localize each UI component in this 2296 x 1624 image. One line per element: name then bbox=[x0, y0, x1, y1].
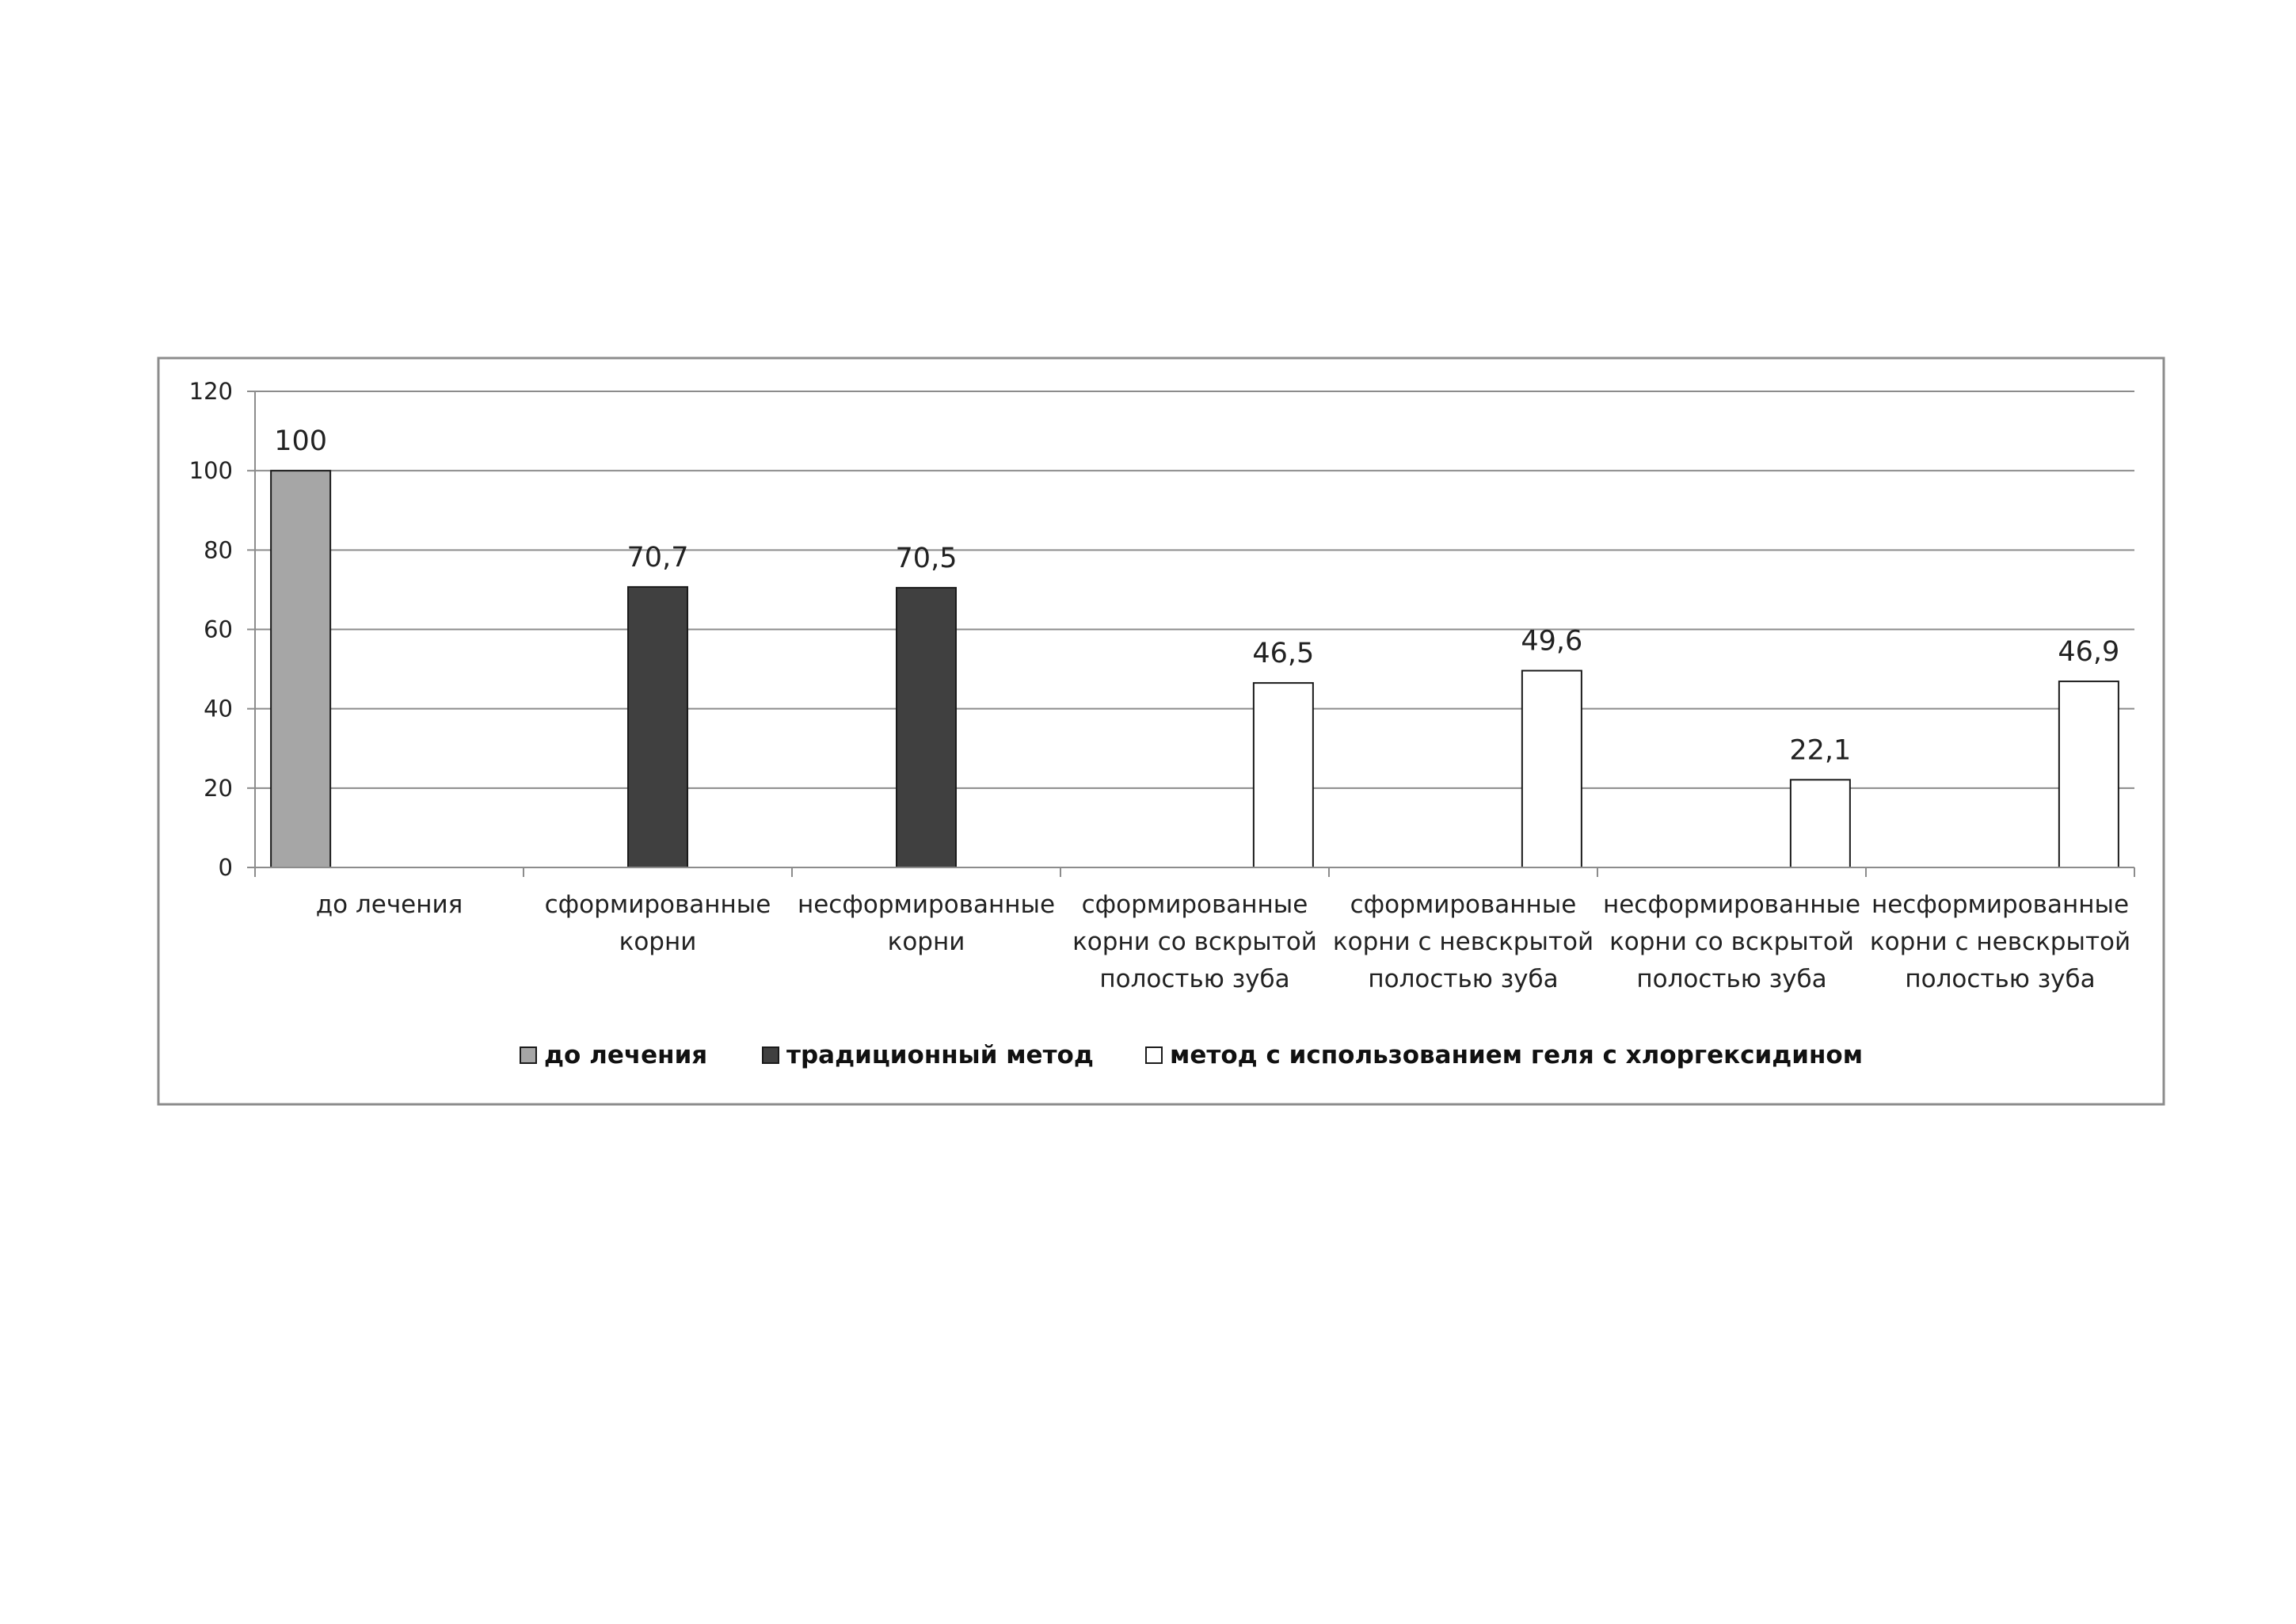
bar bbox=[2059, 681, 2119, 867]
y-tick-label: 40 bbox=[204, 695, 233, 722]
bar bbox=[1254, 683, 1313, 867]
x-category-label: несформированные корни со вскрытой полостью зуба bbox=[1602, 890, 1861, 993]
bar bbox=[628, 587, 687, 867]
y-tick-label: 60 bbox=[204, 616, 233, 643]
y-tick-label: 0 bbox=[218, 854, 233, 881]
x-category-label: несформированные корни с невскрытой полостью зуба bbox=[1869, 890, 2131, 993]
legend-swatch bbox=[520, 1047, 536, 1063]
legend-label: метод с использованием геля с хлоргексидином bbox=[1170, 1041, 1864, 1069]
data-label: 46,9 bbox=[2058, 636, 2120, 669]
y-tick-label: 120 bbox=[188, 378, 233, 405]
data-label: 100 bbox=[274, 425, 328, 458]
y-tick-label: 80 bbox=[204, 536, 233, 564]
legend-label: до лечения bbox=[544, 1041, 708, 1069]
x-category-label: до лечения bbox=[315, 890, 463, 919]
bar bbox=[271, 471, 330, 867]
y-tick-label: 20 bbox=[204, 774, 233, 802]
y-tick-label: 100 bbox=[188, 457, 233, 485]
x-category-label: сформированные корни со вскрытой полостью зуба bbox=[1072, 890, 1317, 993]
data-label: 49,6 bbox=[1521, 625, 1583, 658]
data-label: 70,7 bbox=[626, 541, 689, 574]
legend-swatch bbox=[763, 1047, 779, 1063]
bar bbox=[1522, 671, 1582, 867]
data-label: 46,5 bbox=[1252, 638, 1315, 670]
x-category-label: несформированные корни bbox=[797, 890, 1056, 956]
x-category-label: сформированные корни bbox=[544, 890, 771, 956]
data-label: 70,5 bbox=[895, 542, 958, 574]
x-category-label: сформированные корни с невскрытой полостью зуба bbox=[1332, 890, 1594, 993]
data-label: 22,1 bbox=[1789, 734, 1852, 767]
bar bbox=[1791, 780, 1850, 867]
legend-swatch bbox=[1146, 1047, 1162, 1063]
bar bbox=[897, 588, 956, 867]
legend-label: традиционный метод bbox=[786, 1041, 1094, 1069]
